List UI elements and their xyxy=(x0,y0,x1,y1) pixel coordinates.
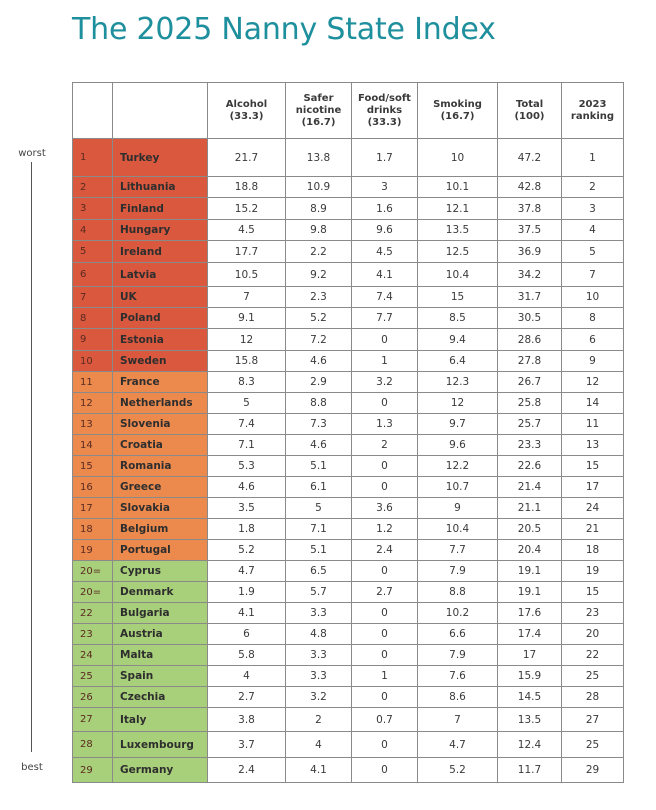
smoking-cell: 12.2 xyxy=(418,456,498,477)
smoking-cell: 7.9 xyxy=(418,645,498,666)
alcohol-cell: 12 xyxy=(208,329,286,351)
header-total xyxy=(498,83,562,139)
ranking-2023-cell: 25 xyxy=(562,732,624,758)
country-cell: Spain xyxy=(113,666,208,687)
rank-cell: 5 xyxy=(73,241,113,263)
ranking-2023-cell: 15 xyxy=(562,582,624,603)
smoking-cell: 7.9 xyxy=(418,561,498,582)
safer-nicotine-cell: 5.1 xyxy=(286,540,352,561)
alcohol-cell: 5.3 xyxy=(208,456,286,477)
header-smoking-line-1: Smoking xyxy=(433,98,482,110)
safer-nicotine-cell: 3.3 xyxy=(286,645,352,666)
safer-nicotine-cell: 9.2 xyxy=(286,263,352,287)
total-cell: 19.1 xyxy=(498,582,562,603)
safer-nicotine-cell: 4.6 xyxy=(286,435,352,456)
total-cell: 17 xyxy=(498,645,562,666)
total-cell: 34.2 xyxy=(498,263,562,287)
alcohol-cell: 4.1 xyxy=(208,603,286,624)
alcohol-cell: 3.8 xyxy=(208,708,286,732)
country-cell: Bulgaria xyxy=(113,603,208,624)
smoking-cell: 8.5 xyxy=(418,308,498,329)
safer-nicotine-cell: 2.9 xyxy=(286,372,352,393)
total-cell: 19.1 xyxy=(498,561,562,582)
rank-cell: 19 xyxy=(73,540,113,561)
country-cell: Greece xyxy=(113,477,208,498)
header-smoking-line-2: (16.7) xyxy=(440,110,475,122)
ranking-2023-cell: 4 xyxy=(562,220,624,241)
smoking-cell: 7.7 xyxy=(418,540,498,561)
food-soft-drinks-cell: 3 xyxy=(352,177,418,198)
alcohol-cell: 4.7 xyxy=(208,561,286,582)
food-soft-drinks-cell: 0 xyxy=(352,561,418,582)
table-row xyxy=(73,177,624,198)
food-soft-drinks-cell: 2.7 xyxy=(352,582,418,603)
food-soft-drinks-cell: 7.4 xyxy=(352,287,418,308)
smoking-cell: 6.6 xyxy=(418,624,498,645)
food-soft-drinks-cell: 0 xyxy=(352,329,418,351)
alcohol-cell: 3.7 xyxy=(208,732,286,758)
table-row xyxy=(73,603,624,624)
total-cell: 20.4 xyxy=(498,540,562,561)
safer-nicotine-cell: 5 xyxy=(286,498,352,519)
ranking-2023-cell: 29 xyxy=(562,758,624,783)
food-soft-drinks-cell: 1.6 xyxy=(352,198,418,220)
food-soft-drinks-cell: 0 xyxy=(352,624,418,645)
rank-cell: 20= xyxy=(73,561,113,582)
rank-cell: 29 xyxy=(73,758,113,783)
table-row xyxy=(73,456,624,477)
header-nicotine-line-2: nicotine xyxy=(295,104,342,116)
country-cell: Ireland xyxy=(113,241,208,263)
alcohol-cell: 4.6 xyxy=(208,477,286,498)
ranking-2023-cell: 13 xyxy=(562,435,624,456)
smoking-cell: 10.7 xyxy=(418,477,498,498)
smoking-cell: 10.4 xyxy=(418,519,498,540)
header-country xyxy=(113,83,208,139)
rank-cell: 8 xyxy=(73,308,113,329)
scale-bottom-label: best xyxy=(21,762,43,773)
header-total-line-1: Total xyxy=(515,98,544,110)
food-soft-drinks-cell: 0 xyxy=(352,758,418,783)
country-cell: Hungary xyxy=(113,220,208,241)
ranking-2023-cell: 3 xyxy=(562,198,624,220)
table-row xyxy=(73,393,624,414)
header-food-soft-drinks xyxy=(352,83,418,139)
smoking-cell: 12.3 xyxy=(418,372,498,393)
rank-cell: 7 xyxy=(73,287,113,308)
ranking-2023-cell: 15 xyxy=(562,456,624,477)
header-rank xyxy=(73,83,113,139)
rank-cell: 28 xyxy=(73,732,113,758)
header-food-line-2: drinks xyxy=(366,104,403,116)
rank-cell: 6 xyxy=(73,263,113,287)
alcohol-cell: 3.5 xyxy=(208,498,286,519)
ranking-2023-cell: 11 xyxy=(562,414,624,435)
alcohol-cell: 9.1 xyxy=(208,308,286,329)
ranking-2023-cell: 10 xyxy=(562,287,624,308)
total-cell: 21.1 xyxy=(498,498,562,519)
table-row xyxy=(73,329,624,351)
ranking-2023-cell: 23 xyxy=(562,603,624,624)
smoking-cell: 9.7 xyxy=(418,414,498,435)
rank-cell: 11 xyxy=(73,372,113,393)
rank-cell: 4 xyxy=(73,220,113,241)
alcohol-cell: 10.5 xyxy=(208,263,286,287)
ranking-2023-cell: 1 xyxy=(562,139,624,177)
table-row xyxy=(73,263,624,287)
safer-nicotine-cell: 8.8 xyxy=(286,393,352,414)
smoking-cell: 9 xyxy=(418,498,498,519)
safer-nicotine-cell: 7.3 xyxy=(286,414,352,435)
food-soft-drinks-cell: 0 xyxy=(352,456,418,477)
smoking-cell: 9.4 xyxy=(418,329,498,351)
rank-cell: 26 xyxy=(73,687,113,708)
alcohol-cell: 17.7 xyxy=(208,241,286,263)
rank-cell: 2 xyxy=(73,177,113,198)
safer-nicotine-cell: 2.3 xyxy=(286,287,352,308)
total-cell: 14.5 xyxy=(498,687,562,708)
safer-nicotine-cell: 7.2 xyxy=(286,329,352,351)
ranking-2023-cell: 6 xyxy=(562,329,624,351)
table-row xyxy=(73,540,624,561)
country-cell: Czechia xyxy=(113,687,208,708)
country-cell: France xyxy=(113,372,208,393)
country-cell: Poland xyxy=(113,308,208,329)
total-cell: 42.8 xyxy=(498,177,562,198)
food-soft-drinks-cell: 0 xyxy=(352,645,418,666)
smoking-cell: 8.8 xyxy=(418,582,498,603)
country-cell: Belgium xyxy=(113,519,208,540)
safer-nicotine-cell: 5.2 xyxy=(286,308,352,329)
safer-nicotine-cell: 4.1 xyxy=(286,758,352,783)
ranking-2023-cell: 27 xyxy=(562,708,624,732)
ranking-2023-cell: 7 xyxy=(562,263,624,287)
table-row xyxy=(73,582,624,603)
alcohol-cell: 5 xyxy=(208,393,286,414)
alcohol-cell: 6 xyxy=(208,624,286,645)
smoking-cell: 5.2 xyxy=(418,758,498,783)
rank-cell: 17 xyxy=(73,498,113,519)
ranking-2023-cell: 25 xyxy=(562,666,624,687)
alcohol-cell: 7 xyxy=(208,287,286,308)
total-cell: 11.7 xyxy=(498,758,562,783)
table-row xyxy=(73,498,624,519)
smoking-cell: 10.4 xyxy=(418,263,498,287)
alcohol-cell: 2.7 xyxy=(208,687,286,708)
alcohol-cell: 15.8 xyxy=(208,351,286,372)
food-soft-drinks-cell: 3.2 xyxy=(352,372,418,393)
country-cell: Romania xyxy=(113,456,208,477)
rank-cell: 25 xyxy=(73,666,113,687)
total-cell: 23.3 xyxy=(498,435,562,456)
ranking-2023-cell: 2 xyxy=(562,177,624,198)
ranking-2023-cell: 18 xyxy=(562,540,624,561)
smoking-cell: 10.2 xyxy=(418,603,498,624)
country-cell: Turkey xyxy=(113,139,208,177)
country-cell: UK xyxy=(113,287,208,308)
total-cell: 27.8 xyxy=(498,351,562,372)
table-row xyxy=(73,220,624,241)
total-cell: 17.4 xyxy=(498,624,562,645)
rank-cell: 9 xyxy=(73,329,113,351)
ranking-2023-cell: 8 xyxy=(562,308,624,329)
table-row xyxy=(73,758,624,783)
country-cell: Luxembourg xyxy=(113,732,208,758)
header-2023-ranking xyxy=(562,83,624,139)
table-row xyxy=(73,732,624,758)
total-cell: 30.5 xyxy=(498,308,562,329)
table-row xyxy=(73,624,624,645)
country-cell: Malta xyxy=(113,645,208,666)
safer-nicotine-cell: 10.9 xyxy=(286,177,352,198)
scale-line xyxy=(31,162,32,752)
smoking-cell: 7.6 xyxy=(418,666,498,687)
food-soft-drinks-cell: 0 xyxy=(352,603,418,624)
safer-nicotine-cell: 3.3 xyxy=(286,666,352,687)
rank-cell: 16 xyxy=(73,477,113,498)
food-soft-drinks-cell: 4.1 xyxy=(352,263,418,287)
table-row xyxy=(73,561,624,582)
rank-cell: 10 xyxy=(73,351,113,372)
country-cell: Slovenia xyxy=(113,414,208,435)
alcohol-cell: 5.8 xyxy=(208,645,286,666)
food-soft-drinks-cell: 0 xyxy=(352,477,418,498)
table-row xyxy=(73,198,624,220)
rank-cell: 14 xyxy=(73,435,113,456)
safer-nicotine-cell: 3.3 xyxy=(286,603,352,624)
header-food-line-3: (33.3) xyxy=(367,116,402,128)
total-cell: 28.6 xyxy=(498,329,562,351)
country-cell: Croatia xyxy=(113,435,208,456)
safer-nicotine-cell: 2 xyxy=(286,708,352,732)
food-soft-drinks-cell: 7.7 xyxy=(352,308,418,329)
food-soft-drinks-cell: 2 xyxy=(352,435,418,456)
table-row xyxy=(73,241,624,263)
rank-cell: 23 xyxy=(73,624,113,645)
country-cell: Cyprus xyxy=(113,561,208,582)
table-row xyxy=(73,519,624,540)
safer-nicotine-cell: 4.8 xyxy=(286,624,352,645)
table-body xyxy=(73,139,624,783)
country-cell: Lithuania xyxy=(113,177,208,198)
total-cell: 25.8 xyxy=(498,393,562,414)
food-soft-drinks-cell: 1 xyxy=(352,666,418,687)
country-cell: Sweden xyxy=(113,351,208,372)
smoking-cell: 7 xyxy=(418,708,498,732)
ranking-2023-cell: 24 xyxy=(562,498,624,519)
food-soft-drinks-cell: 1.3 xyxy=(352,414,418,435)
table-row xyxy=(73,666,624,687)
smoking-cell: 8.6 xyxy=(418,687,498,708)
food-soft-drinks-cell: 9.6 xyxy=(352,220,418,241)
country-cell: Estonia xyxy=(113,329,208,351)
safer-nicotine-cell: 13.8 xyxy=(286,139,352,177)
header-nicotine-line-1: Safer xyxy=(303,92,334,104)
ranking-2023-cell: 9 xyxy=(562,351,624,372)
safer-nicotine-cell: 7.1 xyxy=(286,519,352,540)
smoking-cell: 15 xyxy=(418,287,498,308)
food-soft-drinks-cell: 0 xyxy=(352,687,418,708)
header-alcohol xyxy=(208,83,286,139)
safer-nicotine-cell: 5.1 xyxy=(286,456,352,477)
total-cell: 36.9 xyxy=(498,241,562,263)
alcohol-cell: 7.4 xyxy=(208,414,286,435)
ranking-2023-cell: 12 xyxy=(562,372,624,393)
header-alcohol-line-1: Alcohol xyxy=(225,98,268,110)
smoking-cell: 12.5 xyxy=(418,241,498,263)
header-ranking-line-1: 2023 xyxy=(578,98,607,110)
header-safer-nicotine xyxy=(286,83,352,139)
ranking-2023-cell: 19 xyxy=(562,561,624,582)
alcohol-cell: 15.2 xyxy=(208,198,286,220)
total-cell: 31.7 xyxy=(498,287,562,308)
ranking-2023-cell: 28 xyxy=(562,687,624,708)
rank-cell: 12 xyxy=(73,393,113,414)
header-ranking-line-2: ranking xyxy=(570,110,615,122)
header-smoking xyxy=(418,83,498,139)
smoking-cell: 13.5 xyxy=(418,220,498,241)
food-soft-drinks-cell: 1.7 xyxy=(352,139,418,177)
safer-nicotine-cell: 6.1 xyxy=(286,477,352,498)
total-cell: 22.6 xyxy=(498,456,562,477)
rank-cell: 18 xyxy=(73,519,113,540)
alcohol-cell: 21.7 xyxy=(208,139,286,177)
rank-cell: 1 xyxy=(73,139,113,177)
rank-cell: 3 xyxy=(73,198,113,220)
food-soft-drinks-cell: 4.5 xyxy=(352,241,418,263)
table-row xyxy=(73,372,624,393)
rank-cell: 15 xyxy=(73,456,113,477)
country-cell: Italy xyxy=(113,708,208,732)
total-cell: 26.7 xyxy=(498,372,562,393)
total-cell: 20.5 xyxy=(498,519,562,540)
table-row xyxy=(73,351,624,372)
rank-cell: 27 xyxy=(73,708,113,732)
ranking-2023-cell: 21 xyxy=(562,519,624,540)
food-soft-drinks-cell: 1.2 xyxy=(352,519,418,540)
total-cell: 12.4 xyxy=(498,732,562,758)
alcohol-cell: 4.5 xyxy=(208,220,286,241)
safer-nicotine-cell: 5.7 xyxy=(286,582,352,603)
table-row xyxy=(73,308,624,329)
food-soft-drinks-cell: 1 xyxy=(352,351,418,372)
rank-cell: 20= xyxy=(73,582,113,603)
table-header-row xyxy=(73,83,624,139)
smoking-cell: 6.4 xyxy=(418,351,498,372)
smoking-cell: 12.1 xyxy=(418,198,498,220)
table-row xyxy=(73,287,624,308)
header-food-line-1: Food/soft xyxy=(358,92,411,104)
header-nicotine-line-3: (16.7) xyxy=(301,116,336,128)
country-cell: Austria xyxy=(113,624,208,645)
table-row xyxy=(73,645,624,666)
food-soft-drinks-cell: 3.6 xyxy=(352,498,418,519)
alcohol-cell: 2.4 xyxy=(208,758,286,783)
total-cell: 37.8 xyxy=(498,198,562,220)
table-row xyxy=(73,477,624,498)
alcohol-cell: 4 xyxy=(208,666,286,687)
nanny-state-table xyxy=(72,82,624,783)
table-row xyxy=(73,414,624,435)
ranking-2023-cell: 22 xyxy=(562,645,624,666)
rank-cell: 24 xyxy=(73,645,113,666)
ranking-2023-cell: 20 xyxy=(562,624,624,645)
rank-cell: 13 xyxy=(73,414,113,435)
country-cell: Latvia xyxy=(113,263,208,287)
safer-nicotine-cell: 4.6 xyxy=(286,351,352,372)
alcohol-cell: 5.2 xyxy=(208,540,286,561)
header-total-line-2: (100) xyxy=(514,110,545,122)
total-cell: 25.7 xyxy=(498,414,562,435)
ranking-2023-cell: 5 xyxy=(562,241,624,263)
page-title: The 2025 Nanny State Index xyxy=(72,12,496,47)
total-cell: 37.5 xyxy=(498,220,562,241)
smoking-cell: 4.7 xyxy=(418,732,498,758)
smoking-cell: 10.1 xyxy=(418,177,498,198)
safer-nicotine-cell: 3.2 xyxy=(286,687,352,708)
alcohol-cell: 8.3 xyxy=(208,372,286,393)
safer-nicotine-cell: 6.5 xyxy=(286,561,352,582)
total-cell: 17.6 xyxy=(498,603,562,624)
total-cell: 15.9 xyxy=(498,666,562,687)
ranking-2023-cell: 14 xyxy=(562,393,624,414)
rank-cell: 22 xyxy=(73,603,113,624)
smoking-cell: 10 xyxy=(418,139,498,177)
table-row xyxy=(73,435,624,456)
alcohol-cell: 1.9 xyxy=(208,582,286,603)
table-row xyxy=(73,687,624,708)
safer-nicotine-cell: 2.2 xyxy=(286,241,352,263)
country-cell: Portugal xyxy=(113,540,208,561)
safer-nicotine-cell: 8.9 xyxy=(286,198,352,220)
alcohol-cell: 1.8 xyxy=(208,519,286,540)
safer-nicotine-cell: 4 xyxy=(286,732,352,758)
total-cell: 21.4 xyxy=(498,477,562,498)
ranking-2023-cell: 17 xyxy=(562,477,624,498)
smoking-cell: 12 xyxy=(418,393,498,414)
table-row xyxy=(73,708,624,732)
alcohol-cell: 18.8 xyxy=(208,177,286,198)
country-cell: Slovakia xyxy=(113,498,208,519)
food-soft-drinks-cell: 0 xyxy=(352,393,418,414)
food-soft-drinks-cell: 0.7 xyxy=(352,708,418,732)
total-cell: 47.2 xyxy=(498,139,562,177)
header-alcohol-line-2: (33.3) xyxy=(229,110,264,122)
safer-nicotine-cell: 9.8 xyxy=(286,220,352,241)
country-cell: Denmark xyxy=(113,582,208,603)
alcohol-cell: 7.1 xyxy=(208,435,286,456)
smoking-cell: 9.6 xyxy=(418,435,498,456)
food-soft-drinks-cell: 0 xyxy=(352,732,418,758)
country-cell: Finland xyxy=(113,198,208,220)
food-soft-drinks-cell: 2.4 xyxy=(352,540,418,561)
country-cell: Germany xyxy=(113,758,208,783)
total-cell: 13.5 xyxy=(498,708,562,732)
scale-top-label: worst xyxy=(18,148,46,159)
country-cell: Netherlands xyxy=(113,393,208,414)
table-row xyxy=(73,139,624,177)
